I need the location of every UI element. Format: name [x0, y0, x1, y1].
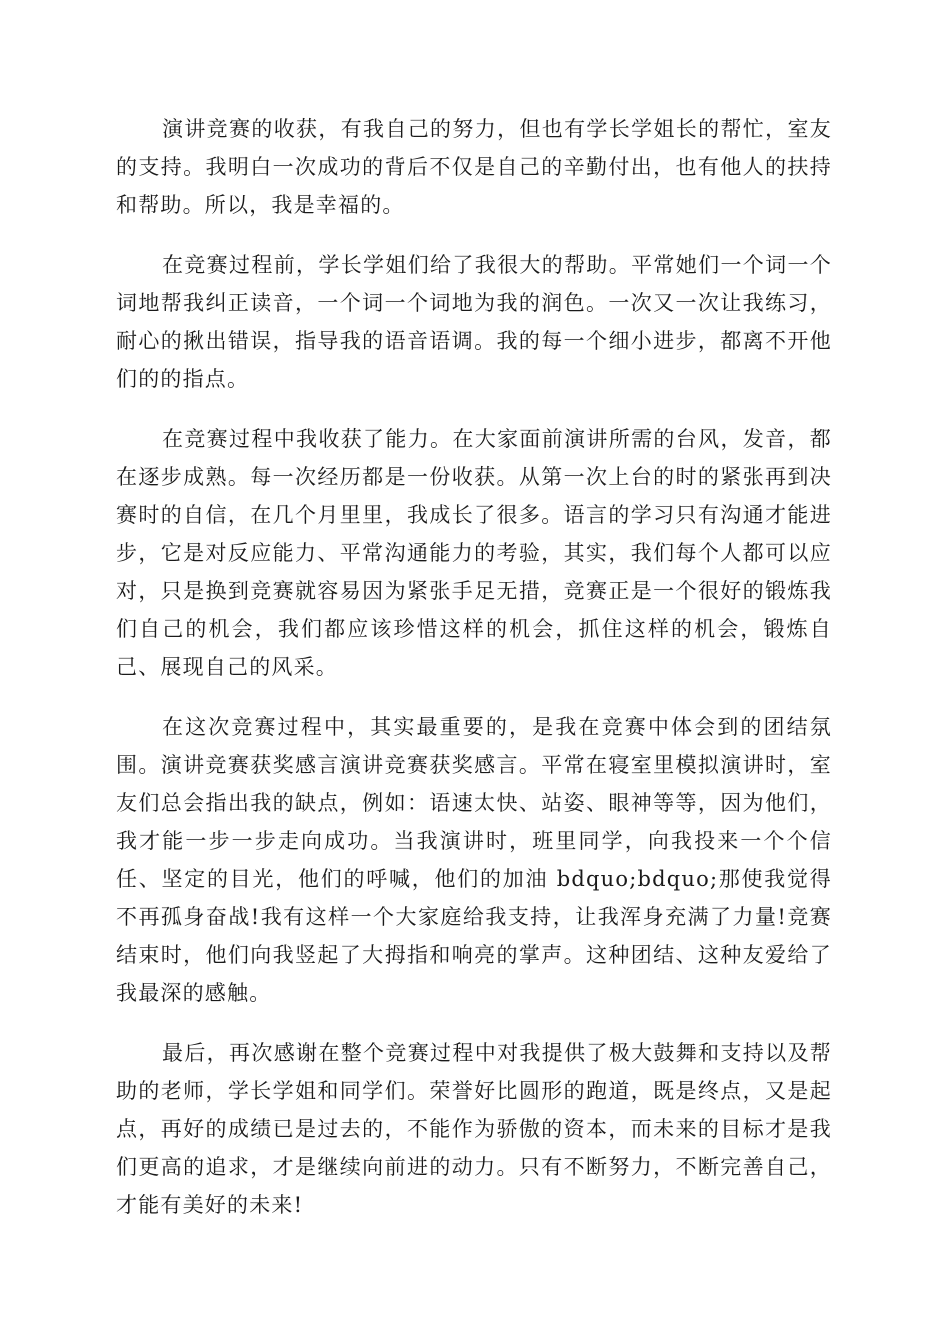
paragraph-2: 在竞赛过程前，学长学姐们给了我很大的帮助。平常她们一个词一个词地帮我纠正读音，一个词一个词地为我的润色。一次又一次让我练习，耐心的揪出错误，指导我的语音语调。我的每一个细小进步，都离不开他们的的指点。 [116, 253, 832, 391]
paragraph-5: 最后，再次感谢在整个竞赛过程中对我提供了极大鼓舞和支持以及帮助的老师，学长学姐和同学们。荣誉好比圆形的跑道，既是终点，又是起点，再好的成绩已是过去的，不能作为骄傲的资本，而未来的目标才是我们更高的追求，才是继续向前进的动力。只有不断努力，不断完善自己，才能有美好的未来! [116, 1041, 832, 1217]
paragraph-3: 在竞赛过程中我收获了能力。在大家面前演讲所需的台风，发音，都在逐步成熟。每一次经历都是一份收获。从第一次上台的时的紧张再到决赛时的自信，在几个月里里，我成长了很多。语言的学习只有沟通才能进步，它是对反应能力、平常沟通能力的考验，其实，我们每个人都可以应对，只是换到竞赛就容易因为紧张手足无措，竞赛正是一个很好的锻炼我们自己的机会，我们都应该珍惜这样的机会，抓住这样的机会，锻炼自己、展现自己的风采。 [116, 427, 832, 679]
paragraph-4: 在这次竞赛过程中，其实最重要的，是我在竞赛中体会到的团结氛围。演讲竞赛获奖感言演讲竞赛获奖感言。平常在寝室里模拟演讲时，室友们总会指出我的缺点，例如：语速太快、站姿、眼神等等，因为他们，我才能一步一步走向成功。当我演讲时，班里同学，向我投来一个个信任、坚定的目光，他们的呼喊，他们的加油 bdquo;bdquo;那使我觉得不再孤身奋战!我有这样一个大家庭给我支持，让我浑身充满了力量!竞赛结束时，他们向我竖起了大拇指和响亮的掌声。这种团结、这种友爱给了我最深的感触。 [116, 715, 832, 1005]
paragraph-1: 演讲竞赛的收获，有我自己的努力，但也有学长学姐长的帮忙，室友的支持。我明白一次成功的背后不仅是自己的辛勤付出，也有他人的扶持和帮助。所以，我是幸福的。 [116, 117, 832, 217]
document-body [116, 110, 832, 1246]
